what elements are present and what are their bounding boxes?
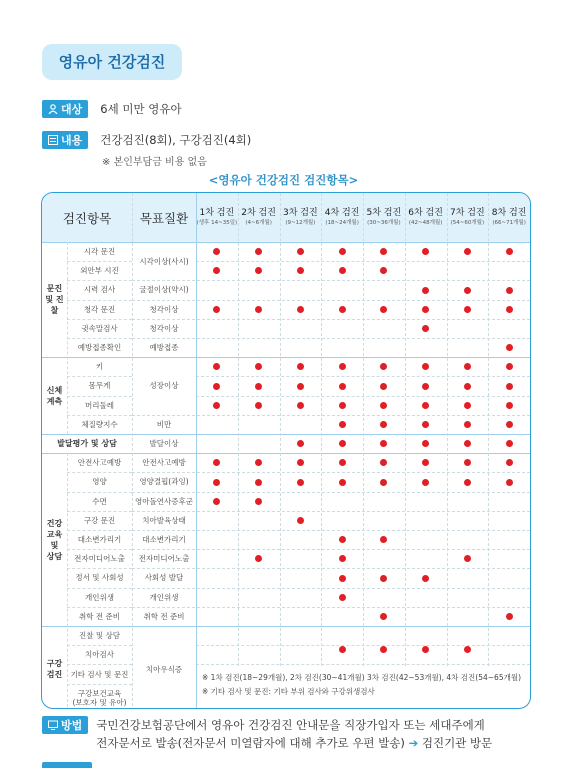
check-mark xyxy=(339,402,346,409)
table-row-item: 외안부 시진 xyxy=(80,266,119,276)
table-title: <영유아 건강검진 검진항목> xyxy=(208,173,359,187)
header-step xyxy=(405,193,447,242)
table-row-item: 귓속말검사 xyxy=(81,323,118,333)
check-mark xyxy=(339,536,346,543)
check-mark xyxy=(422,459,429,466)
header-step xyxy=(196,193,238,242)
check-mark xyxy=(464,646,471,653)
grid-line xyxy=(132,492,530,493)
grid-line xyxy=(132,319,530,320)
target-row xyxy=(42,100,182,118)
check-mark xyxy=(380,248,387,255)
step-range: (54~60개월) xyxy=(450,220,485,226)
grid-line xyxy=(132,588,530,589)
step-range: (4~6개월) xyxy=(245,220,272,226)
check-mark xyxy=(297,306,304,313)
header-step xyxy=(238,193,280,242)
check-mark xyxy=(422,421,429,428)
header-step xyxy=(488,193,530,242)
check-mark xyxy=(255,402,262,409)
grid-line xyxy=(447,193,448,666)
check-mark xyxy=(255,306,262,313)
check-mark xyxy=(255,498,262,505)
page-title: 영유아 건강검진 xyxy=(42,44,182,80)
grid-line xyxy=(405,193,406,666)
header-item: 검진항목 xyxy=(62,210,112,226)
grid-line xyxy=(67,242,68,434)
check-mark xyxy=(297,383,304,390)
table-row-item: 대소변가리기 xyxy=(77,535,122,545)
table-row-disease: 영아돌연사증후군 xyxy=(135,496,193,506)
table-row-disease: 치아발육상태 xyxy=(142,515,186,525)
list-icon xyxy=(48,135,58,145)
check-mark xyxy=(339,440,346,447)
grid-line xyxy=(67,607,132,608)
check-mark xyxy=(506,383,513,390)
check-mark xyxy=(339,575,346,582)
table-row-item: 영양 xyxy=(92,477,107,487)
check-mark xyxy=(422,306,429,313)
table-row-disease: 비만 xyxy=(156,419,172,429)
check-mark xyxy=(255,555,262,562)
step-name: 5차 검진 xyxy=(366,208,402,218)
check-mark xyxy=(506,287,513,294)
oral-item: 기타 검사 및 문진 xyxy=(70,669,129,679)
oral-footnote-1: ※ 1차 검진(18~29개월), 2차 검진(30~41개월) 3차 검진(42~53개월), 4차 검진(54~65개월) xyxy=(202,673,522,682)
step-range: (66~71개월) xyxy=(492,220,526,226)
content-row xyxy=(42,131,251,149)
check-mark xyxy=(422,575,429,582)
check-mark xyxy=(380,363,387,370)
grid-line xyxy=(132,568,530,569)
content-tag xyxy=(42,131,88,149)
method-row xyxy=(42,716,492,752)
category-label: 문진 및 진찰 xyxy=(45,284,64,316)
check-mark xyxy=(464,248,471,255)
category-label: 건강 교육 및 상담 xyxy=(46,518,63,561)
grid-line xyxy=(67,684,132,685)
grid-line xyxy=(321,193,322,666)
oral-item: 치아검사 xyxy=(85,650,114,659)
check-mark xyxy=(464,440,471,447)
step-range: (30~36개월) xyxy=(367,220,401,226)
step-name: 2차 검진 xyxy=(241,208,276,218)
check-mark xyxy=(255,248,262,255)
check-mark xyxy=(339,267,346,274)
check-mark xyxy=(213,459,220,466)
check-mark xyxy=(422,325,429,332)
check-mark xyxy=(339,555,346,562)
table-row-disease: 안전사고예방 xyxy=(142,458,186,468)
grid-line xyxy=(132,415,530,416)
category-label: 발달평가 및 상담 xyxy=(57,439,117,449)
oral-disease: 치아우식증 xyxy=(145,664,183,674)
check-mark xyxy=(339,363,346,370)
check-mark xyxy=(380,421,387,428)
grid-line xyxy=(42,242,530,243)
check-mark xyxy=(464,555,471,562)
grid-line xyxy=(67,261,132,262)
check-mark xyxy=(506,479,513,486)
grid-line xyxy=(67,376,132,377)
check-mark xyxy=(213,248,220,255)
table-row-disease: 사회성 발달 xyxy=(144,573,184,583)
grid-line xyxy=(67,645,132,646)
check-mark xyxy=(464,479,471,486)
grid-line xyxy=(132,338,530,339)
check-mark xyxy=(506,363,513,370)
check-mark xyxy=(339,479,346,486)
grid-line xyxy=(42,357,530,358)
step-name: 1차 검진 xyxy=(199,208,235,218)
grid-line xyxy=(42,626,530,627)
check-mark xyxy=(255,383,262,390)
grid-line xyxy=(67,664,132,665)
check-mark xyxy=(422,479,429,486)
category-label: 신체 계측 xyxy=(46,385,63,406)
step-name: 8차 검진 xyxy=(491,208,527,218)
check-mark xyxy=(464,421,471,428)
grid-line xyxy=(488,193,489,666)
check-mark xyxy=(506,344,513,351)
table-row-item: 머리둘레 xyxy=(85,400,114,410)
check-mark xyxy=(297,363,304,370)
table-row-disease: 청각이상 xyxy=(149,323,179,333)
method-line2: 전자문서로 발송(전자문서 미열람자에 대해 추가로 우편 발송) xyxy=(96,736,405,750)
check-mark xyxy=(255,363,262,370)
check-mark xyxy=(506,402,513,409)
check-mark xyxy=(380,536,387,543)
grid-line xyxy=(196,193,197,709)
step-name: 7차 검진 xyxy=(450,208,485,218)
check-mark xyxy=(339,421,346,428)
check-mark xyxy=(297,440,304,447)
table-row-item: 수면 xyxy=(92,496,107,506)
check-mark xyxy=(422,440,429,447)
check-mark xyxy=(506,421,513,428)
check-mark xyxy=(422,402,429,409)
check-mark xyxy=(464,459,471,466)
check-mark xyxy=(255,267,262,274)
grid-line xyxy=(67,280,132,281)
check-mark xyxy=(213,363,220,370)
table-row-item: 정서 및 사회성 xyxy=(75,573,124,583)
grid-line xyxy=(132,193,133,709)
table-row-item: 예방접종확인 xyxy=(77,343,122,353)
table-row-item: 전자미디어노출 xyxy=(74,554,125,564)
table-row-disease: 전자미디어노출 xyxy=(138,554,190,564)
check-mark xyxy=(380,646,387,653)
table-row-item: 개인위생 xyxy=(85,592,114,602)
table-row-disease: 청각이상 xyxy=(149,304,179,314)
table-row-item: 몸무게 xyxy=(88,381,111,391)
check-mark xyxy=(422,646,429,653)
step-range: (18~24개월) xyxy=(325,220,359,226)
check-mark xyxy=(213,306,220,313)
check-mark xyxy=(422,287,429,294)
method-line1: 국민건강보험공단에서 영유아 건강검진 안내문을 직장가입자 또는 세대주에게 xyxy=(96,718,485,732)
check-mark xyxy=(339,646,346,653)
category-label: 구강 검진 xyxy=(46,659,63,679)
table-row-disease: 발달이상 xyxy=(149,439,179,449)
check-mark xyxy=(339,383,346,390)
grid-line xyxy=(67,453,68,709)
header-target: 목표질환 xyxy=(139,210,189,226)
table-row-disease: 영양결핍(과잉) xyxy=(139,477,189,487)
content-tag-label: 내용 xyxy=(61,134,83,147)
check-mark xyxy=(213,402,220,409)
table-row-disease: 성장이상 xyxy=(149,381,179,391)
check-mark xyxy=(464,287,471,294)
check-mark xyxy=(380,306,387,313)
check-mark xyxy=(422,248,429,255)
table-row-disease: 굴절이상(약시) xyxy=(139,285,189,295)
step-range: (생후 14~35일) xyxy=(196,220,238,226)
grid-line xyxy=(67,472,132,473)
check-mark xyxy=(213,383,220,390)
grid-line xyxy=(67,300,132,301)
grid-line xyxy=(132,193,133,242)
method-tag-label: 방법 xyxy=(61,719,83,732)
header-step xyxy=(280,193,322,242)
oral-item: 진찰 및 상담 xyxy=(79,631,120,640)
grid-line xyxy=(42,434,530,435)
check-mark xyxy=(506,248,513,255)
grid-line xyxy=(42,453,530,454)
check-mark xyxy=(506,613,513,620)
content-text: 건강검진(8회), 구강검진(4회) xyxy=(100,133,252,147)
grid-line xyxy=(132,530,530,531)
grid-line xyxy=(67,530,132,531)
check-mark xyxy=(339,594,346,601)
check-mark xyxy=(464,306,471,313)
table-row-item: 체질량지수 xyxy=(81,419,118,429)
table-row-disease: 취학 전 준비 xyxy=(143,611,185,621)
grid-line xyxy=(132,280,530,281)
cost-note: ※ 본인부담금 비용 없음 xyxy=(102,157,207,168)
person-icon xyxy=(48,104,58,114)
check-mark xyxy=(380,479,387,486)
check-mark xyxy=(255,459,262,466)
check-mark xyxy=(339,459,346,466)
check-mark xyxy=(213,479,220,486)
check-mark xyxy=(213,498,220,505)
target-tag-label: 대상 xyxy=(61,103,83,116)
check-mark xyxy=(297,517,304,524)
check-mark xyxy=(464,402,471,409)
grid-line xyxy=(363,193,364,666)
check-mark xyxy=(380,459,387,466)
step-name: 3차 검진 xyxy=(283,208,318,218)
table-row-item: 청각 문진 xyxy=(83,304,116,314)
grid-line xyxy=(132,549,530,550)
table-row-item: 안전사고예방 xyxy=(77,458,122,468)
step-range: (42~48개월) xyxy=(408,220,443,226)
check-mark xyxy=(297,248,304,255)
check-mark xyxy=(339,248,346,255)
step-name: 6차 검진 xyxy=(408,208,443,218)
check-mark xyxy=(297,479,304,486)
target-tag xyxy=(42,100,88,118)
grid-line xyxy=(67,549,132,550)
grid-line xyxy=(67,511,132,512)
table-row-disease: 대소변가리기 xyxy=(142,535,186,545)
header-step xyxy=(363,193,405,242)
checkup-table xyxy=(41,192,531,709)
grid-line xyxy=(67,319,132,320)
grid-line xyxy=(132,607,530,608)
step-range: (9~12개월) xyxy=(285,220,316,226)
grid-line xyxy=(67,415,132,416)
method-tag xyxy=(42,716,88,734)
check-mark xyxy=(380,613,387,620)
check-mark xyxy=(255,479,262,486)
check-mark xyxy=(506,459,513,466)
check-mark xyxy=(464,383,471,390)
check-mark xyxy=(380,383,387,390)
check-mark xyxy=(422,383,429,390)
step-name: 4차 검진 xyxy=(324,208,360,218)
grid-line xyxy=(238,193,239,666)
header-step xyxy=(321,193,363,242)
check-mark xyxy=(380,267,387,274)
grid-line xyxy=(67,396,132,397)
table-row-item: 취학 전 준비 xyxy=(79,611,120,621)
check-mark xyxy=(464,363,471,370)
grid-line xyxy=(280,193,281,666)
method-line2-end: 검진기관 방문 xyxy=(421,736,493,750)
grid-line xyxy=(132,300,530,301)
header-step xyxy=(447,193,489,242)
table-row-item: 키 xyxy=(95,362,104,372)
check-mark xyxy=(297,402,304,409)
grid-line xyxy=(67,568,132,569)
check-mark xyxy=(506,440,513,447)
table-row-disease: 예방접종 xyxy=(149,343,179,353)
table-row-disease: 시각이상(사시) xyxy=(139,256,189,266)
check-mark xyxy=(297,267,304,274)
check-mark xyxy=(213,267,220,274)
check-mark xyxy=(339,306,346,313)
check-mark xyxy=(506,306,513,313)
grid-line xyxy=(132,511,530,512)
grid-line xyxy=(67,492,132,493)
next-section-tab xyxy=(42,762,92,768)
check-mark xyxy=(422,363,429,370)
table-row-item: 시각 문진 xyxy=(83,247,116,257)
screen-icon xyxy=(48,720,58,730)
check-mark xyxy=(380,402,387,409)
target-text: 6세 미만 영유아 xyxy=(100,102,182,116)
table-row-item: 시력 검사 xyxy=(83,285,116,295)
check-mark xyxy=(380,575,387,582)
grid-line xyxy=(132,472,530,473)
grid-line xyxy=(67,338,132,339)
arrow-icon: ➔ xyxy=(408,736,419,750)
check-mark xyxy=(380,440,387,447)
table-row-disease: 개인위생 xyxy=(149,592,179,602)
grid-line xyxy=(67,588,132,589)
oral-footnote-2: ※ 기타 검사 및 문진: 기타 부위 검사와 구강위생검사 xyxy=(202,687,375,696)
table-row-item: 구강 문진 xyxy=(83,515,116,525)
check-mark xyxy=(297,459,304,466)
oral-item: 구강보건교육 (보호자 및 유아) xyxy=(72,689,127,707)
